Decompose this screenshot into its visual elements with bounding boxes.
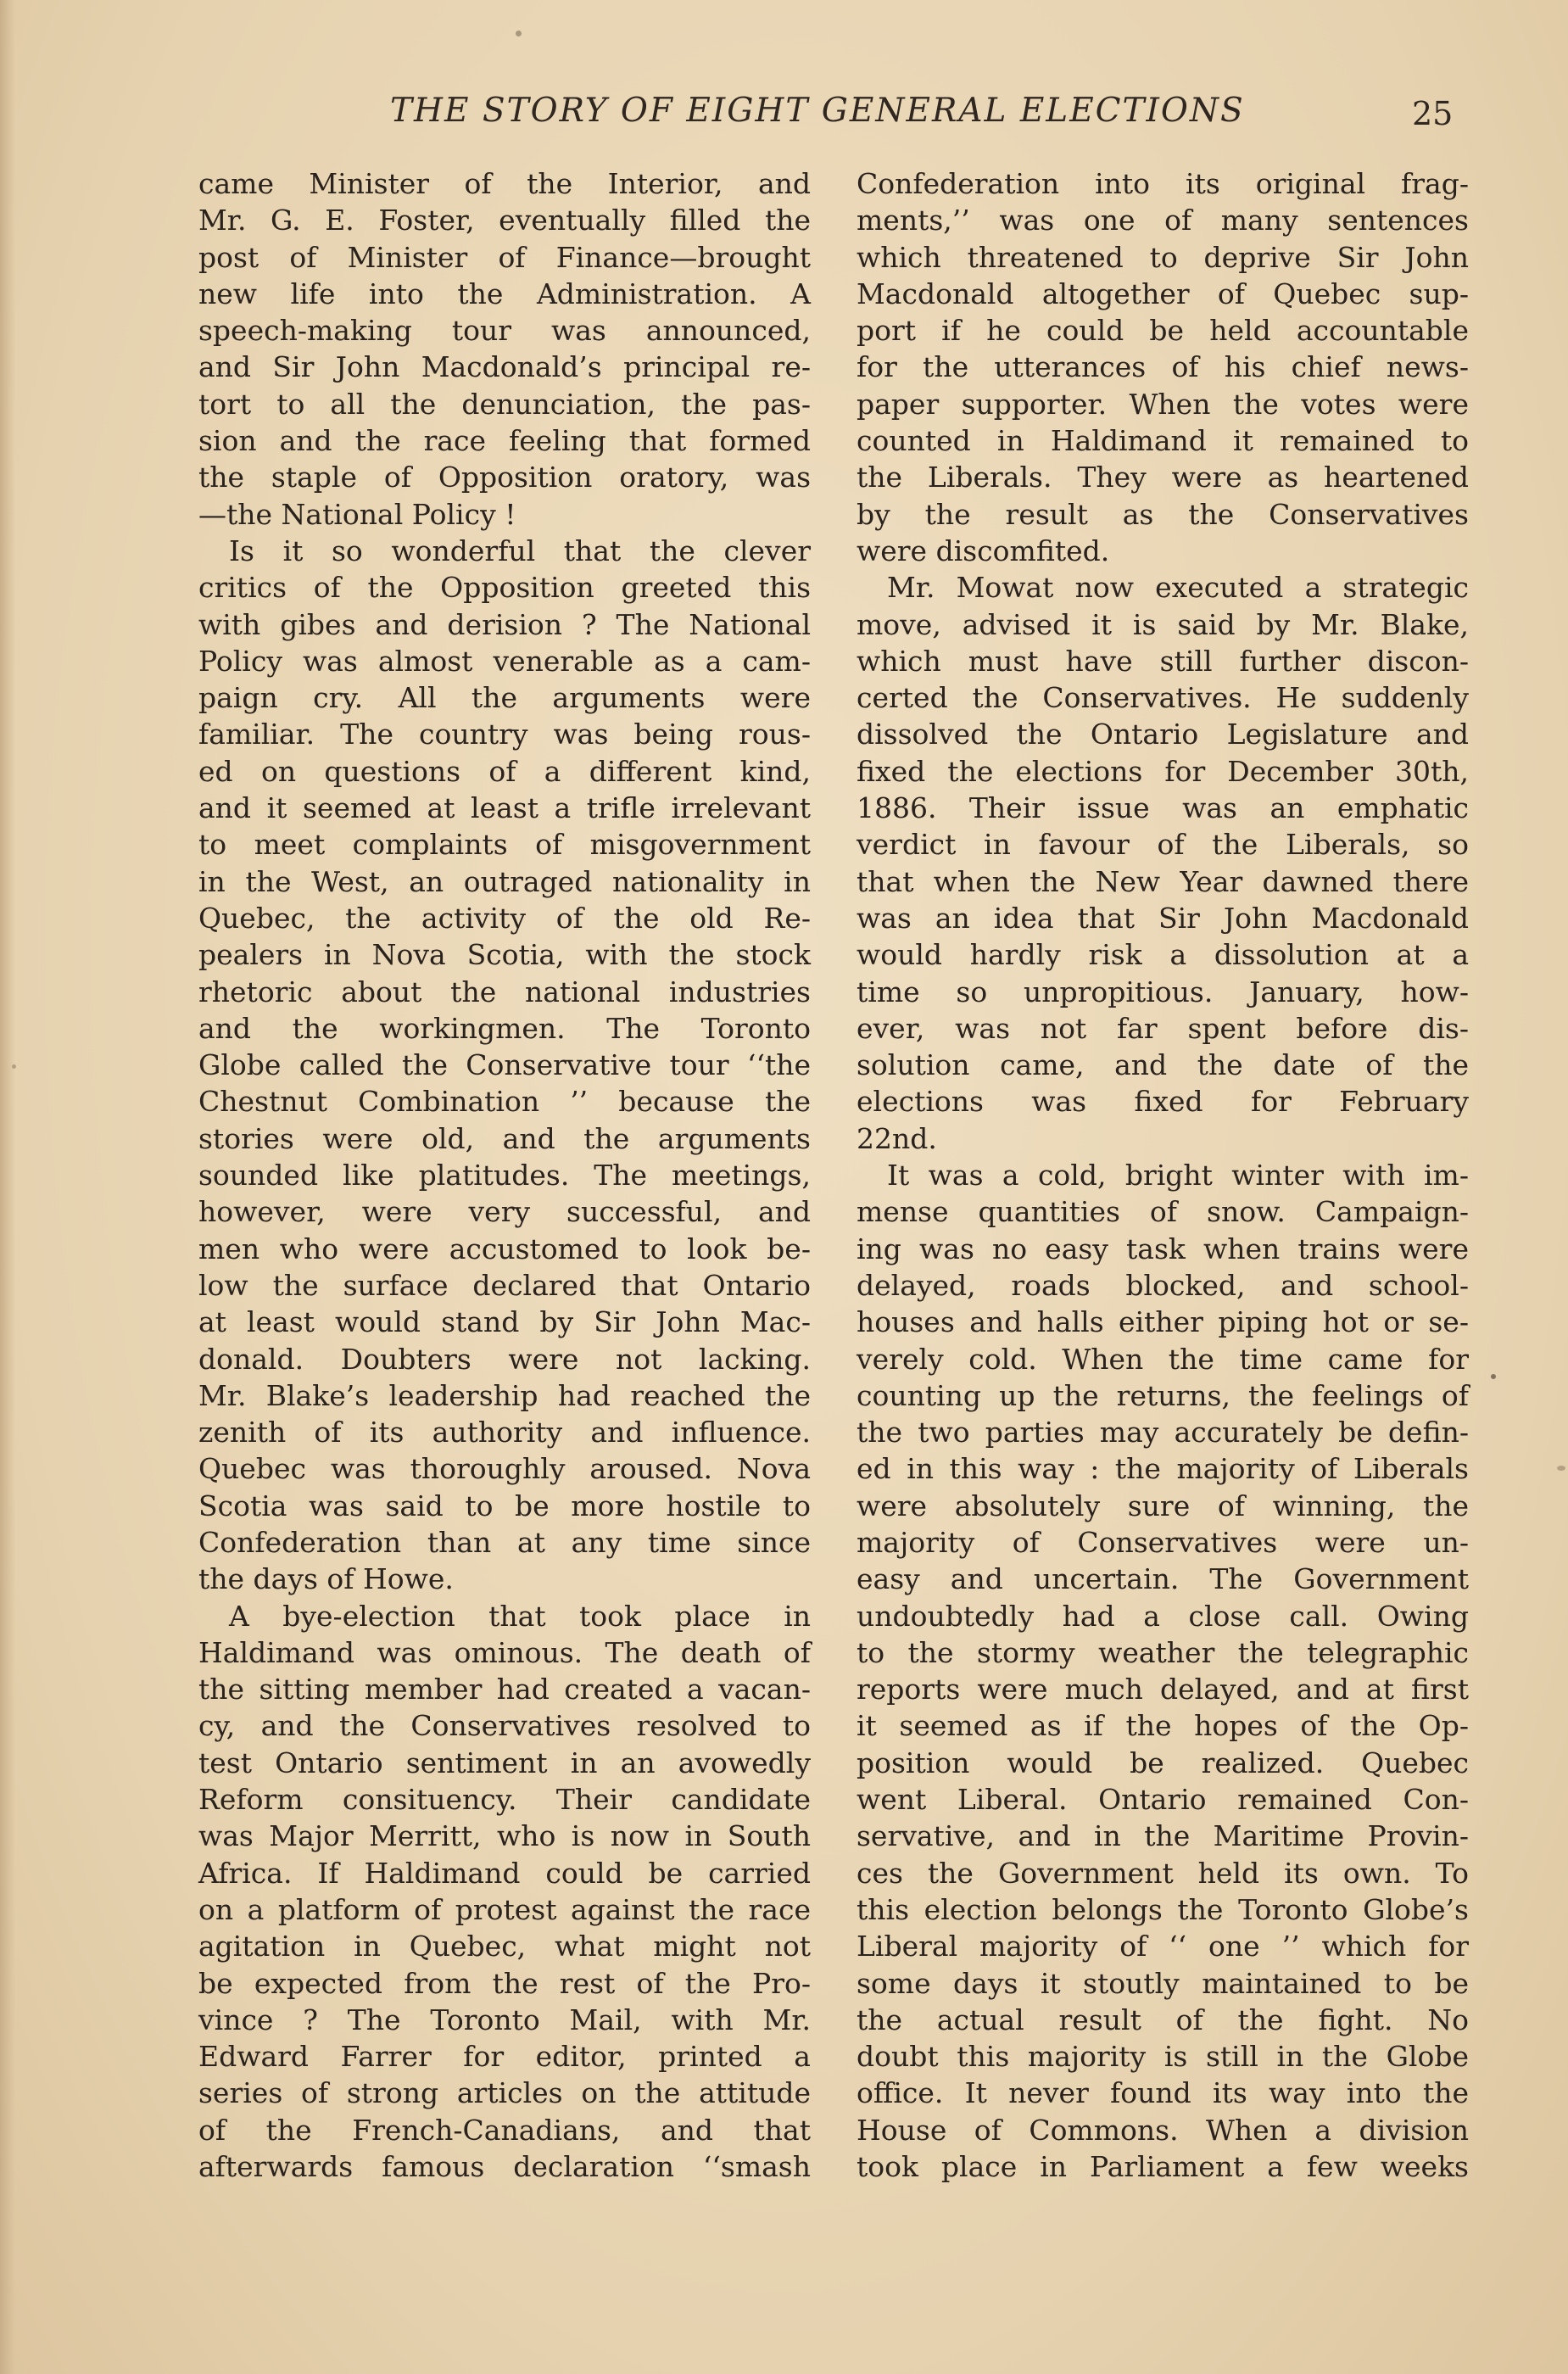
- left-line: and Sir John Macdonald’s principal re-: [198, 350, 811, 384]
- left-line: paign cry. All the arguments were: [198, 681, 811, 715]
- left-line: Globe called the Conservative tour ‘‘the: [198, 1048, 811, 1082]
- left-line: Is it so wonderful that the clever: [229, 533, 811, 567]
- page-edge-shadow: [0, 0, 15, 2374]
- left-line: series of strong articles on the attitude: [198, 2076, 811, 2110]
- left-line: cy, and the Conservatives resolved to: [198, 1709, 811, 1743]
- left-line: sion and the race feeling that formed: [198, 424, 811, 458]
- left-line: afterwards famous declaration ‘‘smash: [198, 2150, 811, 2184]
- right-line: Macdonald altogether of Quebec sup-: [857, 277, 1469, 310]
- left-line: vince ? The Toronto Mail, with Mr.: [198, 2003, 811, 2036]
- right-line: ever, was not far spent before dis-: [857, 1011, 1469, 1045]
- left-line: came Minister of the Interior, and: [198, 167, 811, 200]
- left-line: rhetoric about the national industries: [198, 975, 811, 1008]
- left-line: Chestnut Combination ’’ because the: [198, 1085, 811, 1119]
- left-line: Mr. G. E. Foster, eventually filled the: [198, 204, 811, 237]
- right-line: verdict in favour of the Liberals, so: [857, 828, 1469, 862]
- right-line: would hardly risk a dissolution at a: [857, 938, 1469, 972]
- right-line: counted in Haldimand it remained to: [857, 424, 1469, 458]
- right-line: ing was no easy task when trains were: [857, 1232, 1469, 1265]
- left-line: pealers in Nova Scotia, with the stock: [198, 938, 811, 972]
- right-line: to the stormy weather the telegraphic: [857, 1635, 1469, 1669]
- right-line: Confederation into its original frag-: [857, 167, 1469, 200]
- running-header: THE STORY OF EIGHT GENERAL ELECTIONS: [390, 92, 1245, 130]
- right-line: solution came, and the date of the: [857, 1048, 1469, 1082]
- page-number: 25: [1412, 95, 1454, 132]
- right-line: 22nd.: [857, 1121, 937, 1155]
- left-line: Africa. If Haldimand could be carried: [198, 1856, 811, 1890]
- right-line: verely cold. When the time came for: [857, 1342, 1469, 1376]
- right-line: servative, and in the Maritime Provin-: [857, 1819, 1469, 1853]
- left-line: low the surface declared that Ontario: [198, 1268, 811, 1302]
- left-line: to meet complaints of misgovernment: [198, 828, 811, 862]
- right-line: houses and halls either piping hot or se-: [857, 1305, 1469, 1339]
- right-line: it seemed as if the hopes of the Op-: [857, 1709, 1469, 1743]
- right-line: counting up the returns, the feelings of: [857, 1378, 1469, 1412]
- right-line: majority of Conservatives were un-: [857, 1525, 1469, 1559]
- left-line: and it seemed at least a trifle irrelevant: [198, 791, 811, 825]
- right-line: the actual result of the fight. No: [857, 2003, 1469, 2036]
- right-line: took place in Parliament a few weeks: [857, 2150, 1469, 2184]
- right-column: [857, 165, 1469, 2185]
- paper-speck: [1491, 1374, 1496, 1379]
- left-line: men who were accustomed to look be-: [198, 1232, 811, 1265]
- right-line: Liberal majority of ‘‘ one ’’ which for: [857, 1930, 1469, 1963]
- right-line: were discomfited.: [857, 533, 1110, 567]
- right-line: certed the Conservatives. He suddenly: [857, 681, 1469, 715]
- left-line: new life into the Administration. A: [198, 277, 811, 310]
- left-line: test Ontario sentiment in an avowedly: [198, 1746, 811, 1779]
- right-line: position would be realized. Quebec: [857, 1746, 1469, 1779]
- right-line: ments,’’ was one of many sentences: [857, 204, 1469, 237]
- right-line: office. It never found its way into the: [857, 2076, 1469, 2110]
- left-line: stories were old, and the arguments: [198, 1121, 811, 1155]
- right-line: were absolutely sure of winning, the: [857, 1489, 1469, 1522]
- left-line: post of Minister of Finance—brought: [198, 240, 811, 274]
- right-line: which threatened to deprive Sir John: [857, 240, 1469, 274]
- left-line: zenith of its authority and influence.: [198, 1416, 811, 1450]
- left-line: Reform consituency. Their candidate: [198, 1783, 811, 1817]
- right-line: ed in this way : the majority of Liberals: [857, 1452, 1469, 1486]
- left-line: be expected from the rest of the Pro-: [198, 1966, 811, 2000]
- right-line: port if he could be held accountable: [857, 314, 1469, 348]
- left-line: critics of the Opposition greeted this: [198, 571, 811, 605]
- left-line: sounded like platitudes. The meetings,: [198, 1159, 811, 1193]
- right-line: fixed the elections for December 30th,: [857, 754, 1469, 788]
- left-line: Quebec, the activity of the old Re-: [198, 901, 811, 935]
- right-line: time so unpropitious. January, how-: [857, 975, 1469, 1008]
- paper-speck: [12, 1064, 16, 1069]
- right-line: Mr. Mowat now executed a strategic: [887, 571, 1469, 605]
- right-line: delayed, roads blocked, and school-: [857, 1268, 1469, 1302]
- left-column: [198, 165, 811, 2185]
- left-line: on a platform of protest against the race: [198, 1892, 811, 1926]
- right-line: ces the Government held its own. To: [857, 1856, 1469, 1890]
- right-line: that when the New Year dawned there: [857, 864, 1469, 898]
- left-line: of the French-Canadians, and that: [198, 2113, 811, 2147]
- left-line: in the West, an outraged nationality in: [198, 864, 811, 898]
- right-line: undoubtedly had a close call. Owing: [857, 1599, 1469, 1633]
- left-line: Quebec was thoroughly aroused. Nova: [198, 1452, 811, 1486]
- right-line: the two parties may accurately be defin-: [857, 1416, 1469, 1450]
- left-line: agitation in Quebec, what might not: [198, 1930, 811, 1963]
- left-line: Scotia was said to be more hostile to: [198, 1489, 811, 1522]
- left-line: the staple of Opposition oratory, was: [198, 461, 811, 494]
- left-line: was Major Merritt, who is now in South: [198, 1819, 811, 1853]
- right-line: went Liberal. Ontario remained Con-: [857, 1783, 1469, 1817]
- left-line: with gibes and derision ? The National: [198, 607, 811, 641]
- left-line: donald. Doubters were not lacking.: [198, 1342, 811, 1376]
- right-line: dissolved the Ontario Legislature and: [857, 718, 1469, 751]
- left-line: tort to all the denunciation, the pas-: [198, 387, 811, 421]
- left-line: Edward Farrer for editor, printed a: [198, 2040, 811, 2074]
- left-line: A bye-election that took place in: [229, 1599, 811, 1633]
- right-line: paper supporter. When the votes were: [857, 387, 1469, 421]
- left-line: familiar. The country was being rous-: [198, 718, 811, 751]
- left-line: speech-making tour was announced,: [198, 314, 811, 348]
- right-line: 1886. Their issue was an emphatic: [857, 791, 1469, 825]
- paper-speck: [516, 31, 522, 36]
- right-line: mense quantities of snow. Campaign-: [857, 1195, 1469, 1229]
- right-line: this election belongs the Toronto Globe’s: [857, 1892, 1469, 1926]
- left-line: ed on questions of a different kind,: [198, 754, 811, 788]
- right-line: easy and uncertain. The Government: [857, 1562, 1469, 1596]
- left-line: Haldimand was ominous. The death of: [198, 1635, 811, 1669]
- right-line: which must have still further discon-: [857, 644, 1469, 678]
- right-line: move, advised it is said by Mr. Blake,: [857, 607, 1469, 641]
- left-line: —the National Policy !: [198, 497, 516, 531]
- left-line: the sitting member had created a vacan-: [198, 1673, 811, 1706]
- right-line: for the utterances of his chief news-: [857, 350, 1469, 384]
- right-line: was an idea that Sir John Macdonald: [857, 901, 1469, 935]
- left-line: Policy was almost venerable as a cam-: [198, 644, 811, 678]
- paper-speck: [1557, 1466, 1565, 1471]
- left-line: Confederation than at any time since: [198, 1525, 811, 1559]
- right-line: It was a cold, bright winter with im-: [887, 1159, 1469, 1193]
- right-line: reports were much delayed, and at first: [857, 1673, 1469, 1706]
- left-line: and the workingmen. The Toronto: [198, 1011, 811, 1045]
- right-line: House of Commons. When a division: [857, 2113, 1469, 2147]
- left-line: however, were very successful, and: [198, 1195, 811, 1229]
- left-line: the days of Howe.: [198, 1562, 454, 1596]
- left-line: Mr. Blake’s leadership had reached the: [198, 1378, 811, 1412]
- right-line: elections was fixed for February: [857, 1085, 1469, 1119]
- right-line: doubt this majority is still in the Globe: [857, 2040, 1469, 2074]
- right-line: some days it stoutly maintained to be: [857, 1966, 1469, 2000]
- right-line: by the result as the Conservatives: [857, 497, 1469, 531]
- right-line: the Liberals. They were as heartened: [857, 461, 1469, 494]
- left-line: at least would stand by Sir John Mac-: [198, 1305, 811, 1339]
